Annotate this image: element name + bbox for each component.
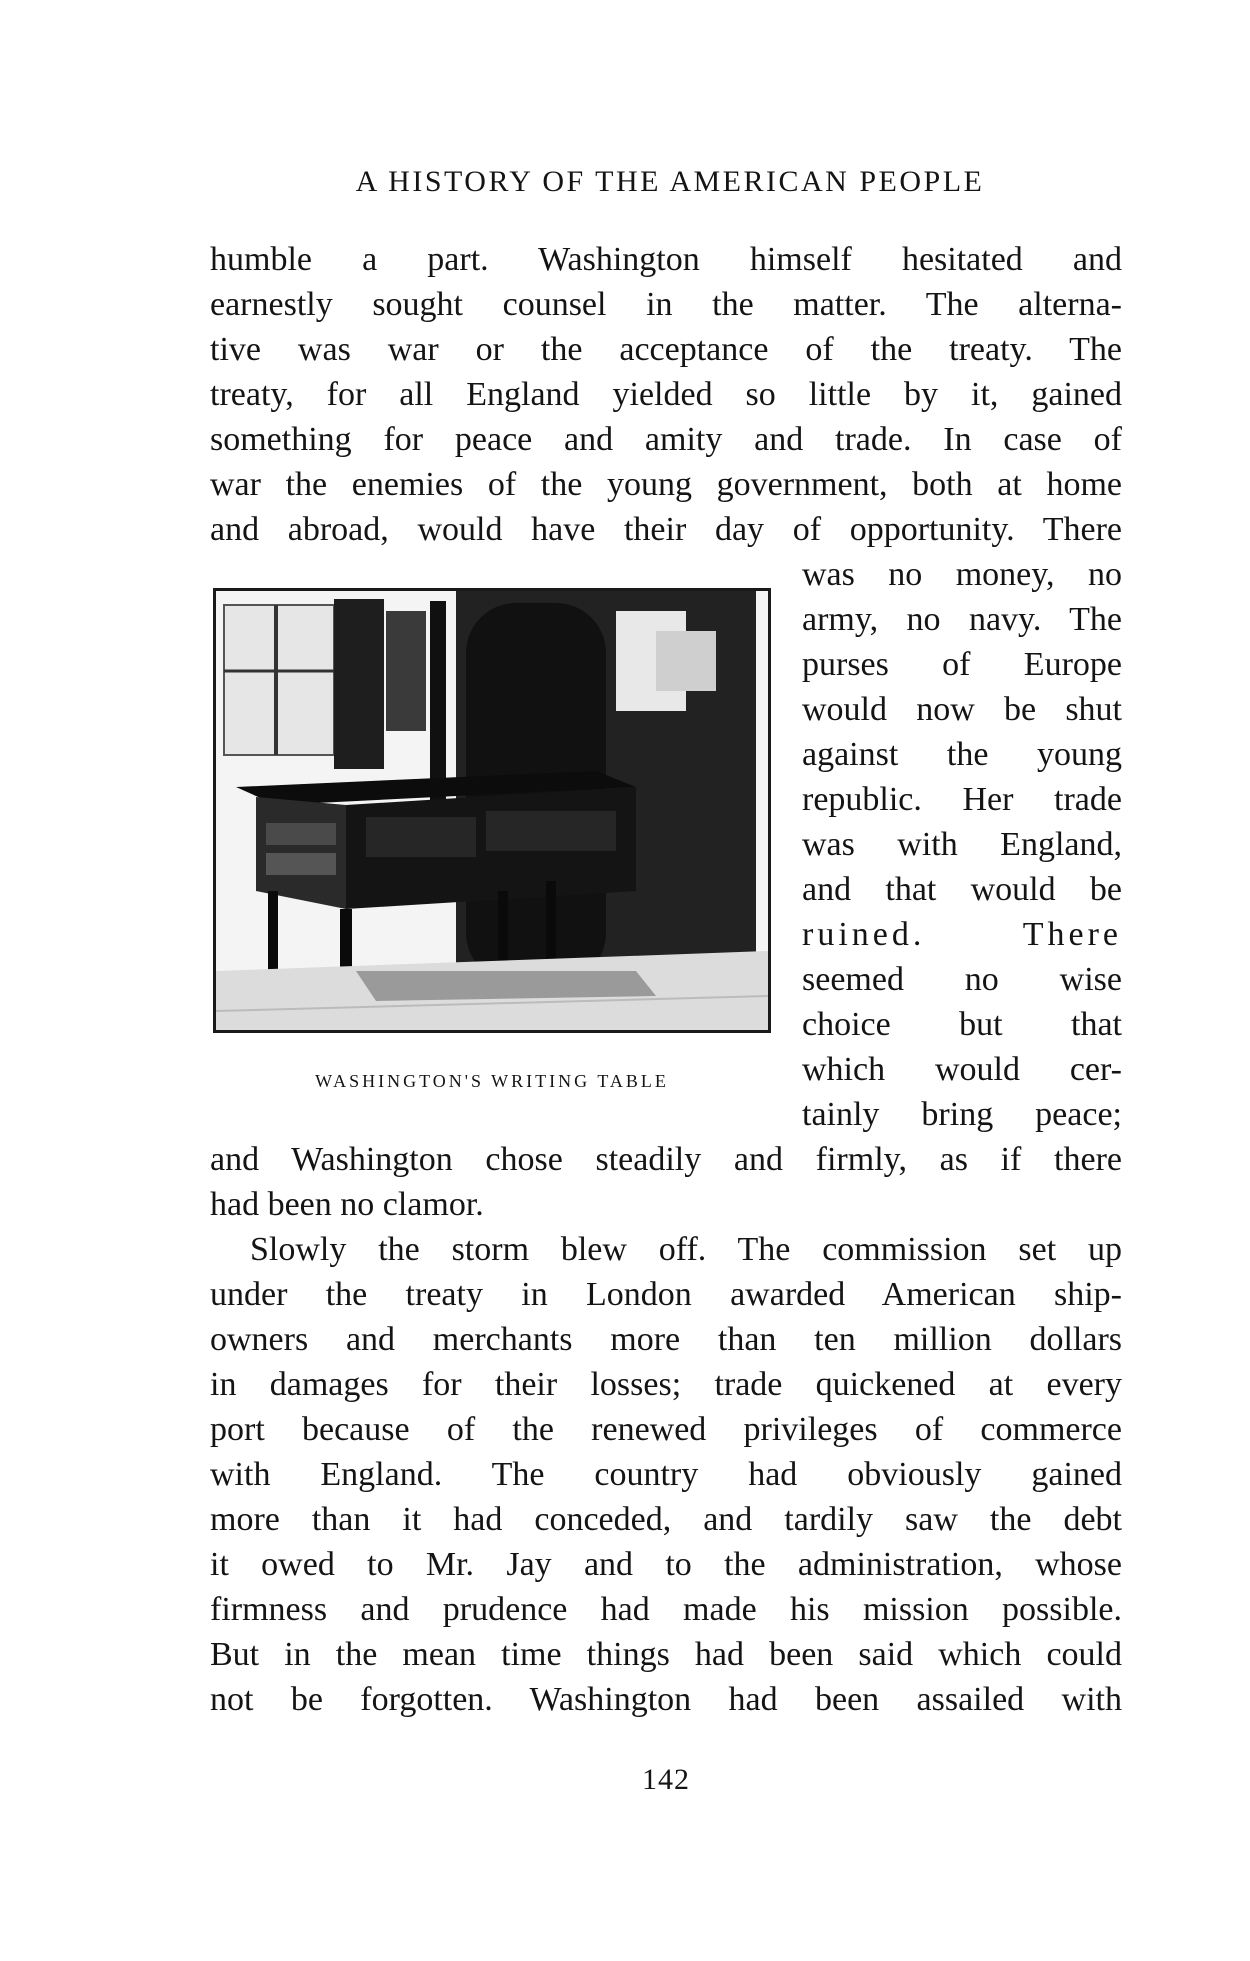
- body-line-25: owners and merchants more than ten million dollars: [210, 1321, 1122, 1358]
- body-line-30: it owed to Mr. Jay and to the administration, whose: [210, 1546, 1122, 1583]
- body-line-20: tainly bring peace;: [802, 1096, 1122, 1133]
- body-line-29: more than it had conceded, and tardily saw the debt: [210, 1501, 1122, 1538]
- body-line-23: Slowly the storm blew off. The commission set up: [250, 1231, 1122, 1268]
- body-line-4: treaty, for all England yielded so little by it, gained: [210, 376, 1122, 413]
- body-line-17: seemed no wise: [802, 961, 1122, 998]
- page-number: 142: [642, 1763, 690, 1796]
- body-line-7: and abroad, would have their day of opportunity. There: [210, 511, 1122, 548]
- body-line-18: choice but that: [802, 1006, 1122, 1043]
- figure-caption: WASHINGTON'S WRITING TABLE: [315, 1071, 669, 1091]
- body-line-1: humble a part. Washington himself hesitated and: [210, 241, 1122, 278]
- body-line-10: purses of Europe: [802, 646, 1122, 683]
- body-line-8: was no money, no: [802, 556, 1122, 593]
- body-line-27: port because of the renewed privileges of commerce: [210, 1411, 1122, 1448]
- running-head: A HISTORY OF THE AMERICAN PEOPLE: [355, 165, 985, 198]
- body-line-3: tive was war or the acceptance of the treaty. The: [210, 331, 1122, 368]
- body-line-28: with England. The country had obviously gained: [210, 1456, 1122, 1493]
- body-line-32: But in the mean time things had been said which could: [210, 1636, 1122, 1673]
- body-line-21: and Washington chose steadily and firmly, as if there: [210, 1141, 1122, 1178]
- body-line-33: not be forgotten. Washington had been assailed with: [210, 1681, 1122, 1718]
- body-line-16: ruined. There: [802, 916, 1122, 953]
- body-line-22: had been no clamor.: [210, 1186, 484, 1223]
- writing-table-photo: [213, 588, 771, 1033]
- body-line-15: and that would be: [802, 871, 1122, 908]
- body-line-6: war the enemies of the young government, both at home: [210, 466, 1122, 503]
- writing-table-illustration: [216, 591, 768, 1030]
- body-line-19: which would cer-: [802, 1051, 1122, 1088]
- body-line-5: something for peace and amity and trade. In case of: [210, 421, 1122, 458]
- body-line-14: was with England,: [802, 826, 1122, 863]
- body-line-11: would now be shut: [802, 691, 1122, 728]
- body-line-26: in damages for their losses; trade quickened at every: [210, 1366, 1122, 1403]
- body-line-31: firmness and prudence had made his mission possible.: [210, 1591, 1122, 1628]
- body-line-13: republic. Her trade: [802, 781, 1122, 818]
- body-line-12: against the young: [802, 736, 1122, 773]
- body-line-9: army, no navy. The: [802, 601, 1122, 638]
- body-line-24: under the treaty in London awarded American ship-: [210, 1276, 1122, 1313]
- body-line-2: earnestly sought counsel in the matter. The alterna-: [210, 286, 1122, 323]
